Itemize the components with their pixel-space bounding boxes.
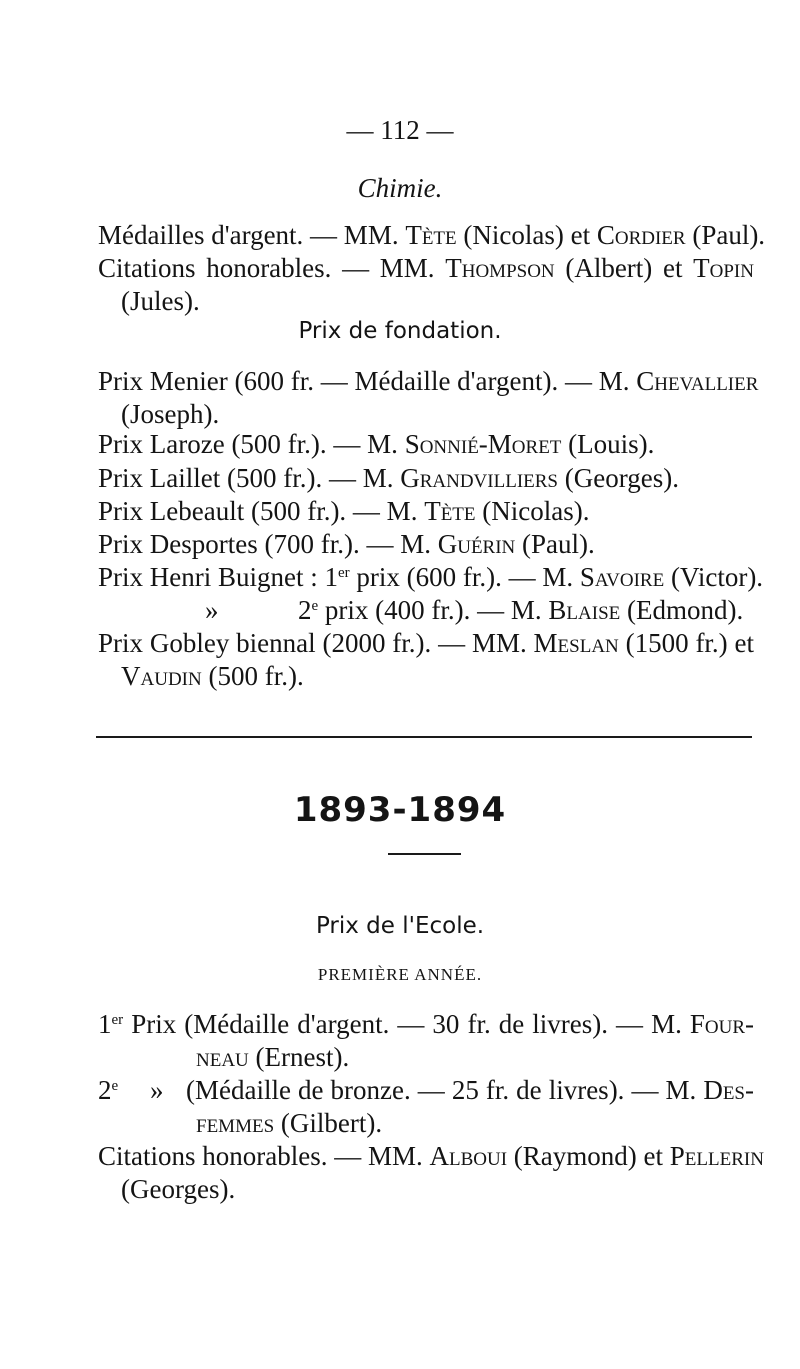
prix-gobley-continuation: Vaudin (500 fr.).: [121, 661, 304, 691]
ecole-prix2-line: (Médaille de bronze. — 25 fr. de livres). — M. Des-: [186, 1075, 754, 1105]
ecole-prix1-continuation: neau (Ernest).: [196, 1042, 350, 1072]
prix-menier-line: Prix Menier (600 fr. — Médaille d'argent). — M. Chevallier: [98, 366, 759, 396]
chimie-citations-continuation: (Jules).: [121, 286, 200, 316]
ecole-citations-line: Citations honorables. — MM. Alboui (Raymond) et Pellerin: [98, 1141, 764, 1171]
ecole-prix2-continuation: femmes (Gilbert).: [196, 1108, 383, 1138]
prix-desportes-line: Prix Desportes (700 fr.). — M. Guérin (Paul).: [98, 529, 595, 559]
year-heading: 1893-1894: [293, 790, 507, 830]
ditto-mark: »: [205, 595, 219, 625]
ecole-citations-continuation: (Georges).: [121, 1174, 236, 1204]
page-number: — 112 —: [346, 115, 454, 145]
section-separator: [96, 736, 752, 738]
prix-buignet-first-line: Prix Henri Buignet : 1er prix (600 fr.). — M. Savoire (Victor).: [98, 562, 764, 592]
chimie-citations-line: Citations honorables. — MM. Thompson (Albert) et Topin: [98, 253, 754, 283]
fondation-heading: Prix de fondation.: [298, 318, 502, 344]
prix-laillet-line: Prix Laillet (500 fr.). — M. Grandvilliers (Georges).: [98, 463, 679, 493]
prix-buignet-second-line: 2e prix (400 fr.). — M. Blaise (Edmond).: [298, 595, 744, 625]
prix-lebeault-line: Prix Lebeault (500 fr.). — M. Tète (Nicolas).: [98, 496, 590, 526]
ecole-subheading: PREMIÈRE ANNÉE.: [317, 965, 483, 984]
ecole-prix1-line: 1er Prix (Médaille d'argent. — 30 fr. de livres). — M. Four-: [98, 1009, 754, 1039]
chimie-medailles-line: Médailles d'argent. — MM. Tète (Nicolas) et Cordier (Paul).: [98, 220, 766, 250]
ditto-mark: »: [150, 1075, 164, 1105]
chimie-heading: Chimie.: [357, 173, 443, 203]
ecole-heading: Prix de l'Ecole.: [315, 913, 485, 939]
prix-laroze-line: Prix Laroze (500 fr.). — M. Sonnié-Moret (Louis).: [98, 429, 655, 459]
ecole-prix2-number: 2e: [98, 1075, 119, 1105]
prix-menier-continuation: (Joseph).: [121, 399, 220, 429]
prix-gobley-line: Prix Gobley biennal (2000 fr.). — MM. Meslan (1500 fr.) et: [98, 628, 754, 658]
short-rule: [388, 853, 461, 855]
